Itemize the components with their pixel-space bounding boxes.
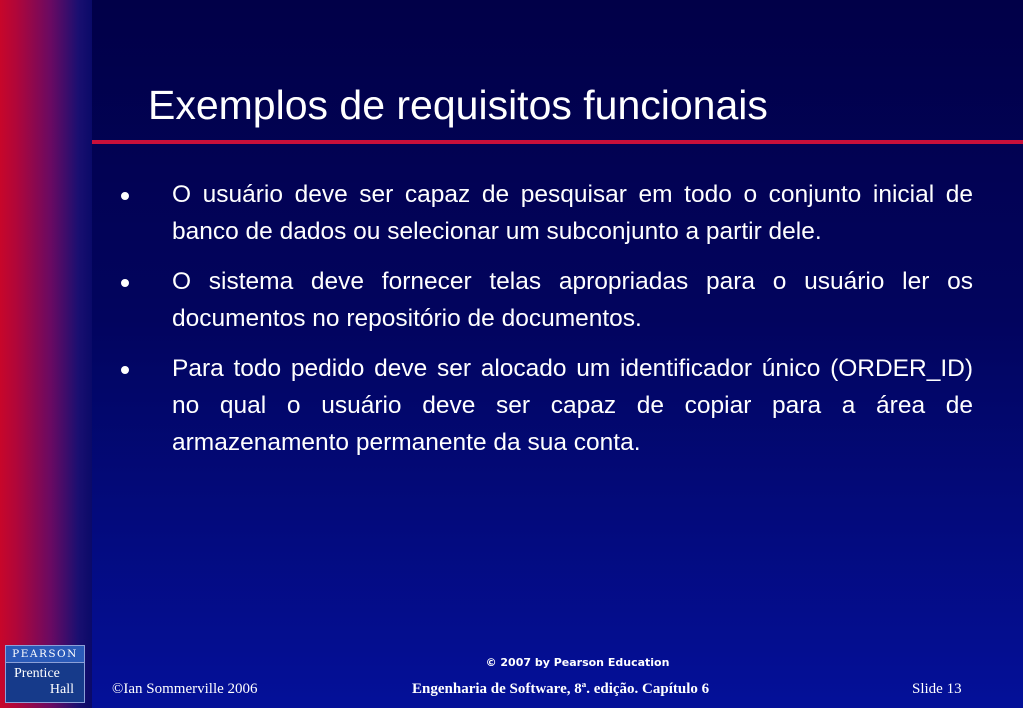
- bullet-list: [118, 176, 973, 474]
- bullet-text: O usuário deve ser capaz de pesquisar em todo o conjunto inicial de banco de dados ou selecionar um subconjunto a partir dele.: [172, 181, 973, 245]
- copyright-notice: © 2007 by Pearson Education: [485, 656, 670, 669]
- title-underline: [92, 140, 1023, 144]
- bullet-dot-icon: [121, 366, 129, 374]
- bullet-item: [118, 350, 973, 461]
- pearson-prentice-hall-logo: [5, 645, 85, 703]
- logo-hall-text: Hall: [49, 682, 74, 697]
- logo-prentice-text: Prentice: [14, 666, 60, 681]
- footer-book-title: Engenharia de Software, 8ª. edição. Capítulo 6: [412, 681, 710, 697]
- bullet-text: Para todo pedido deve ser alocado um identificador único (ORDER_ID) no qual o usuário deve ser capaz de copiar para a área de armazenamento permanente da sua conta.: [172, 355, 973, 456]
- slide-title: Exemplos de requisitos funcionais: [148, 82, 768, 128]
- footer-author: ©Ian Sommerville 2006: [112, 681, 258, 697]
- bullet-item: [118, 176, 973, 250]
- logo-pearson-text: PEARSON: [6, 646, 84, 663]
- footer-slide-number: Slide 13: [912, 681, 962, 697]
- bullet-dot-icon: [121, 192, 129, 200]
- bullet-item: [118, 263, 973, 337]
- bullet-text: O sistema deve fornecer telas apropriadas para o usuário ler os documentos no repositório de documentos.: [172, 268, 973, 332]
- side-gradient-strip: [0, 0, 92, 708]
- bullet-dot-icon: [121, 279, 129, 287]
